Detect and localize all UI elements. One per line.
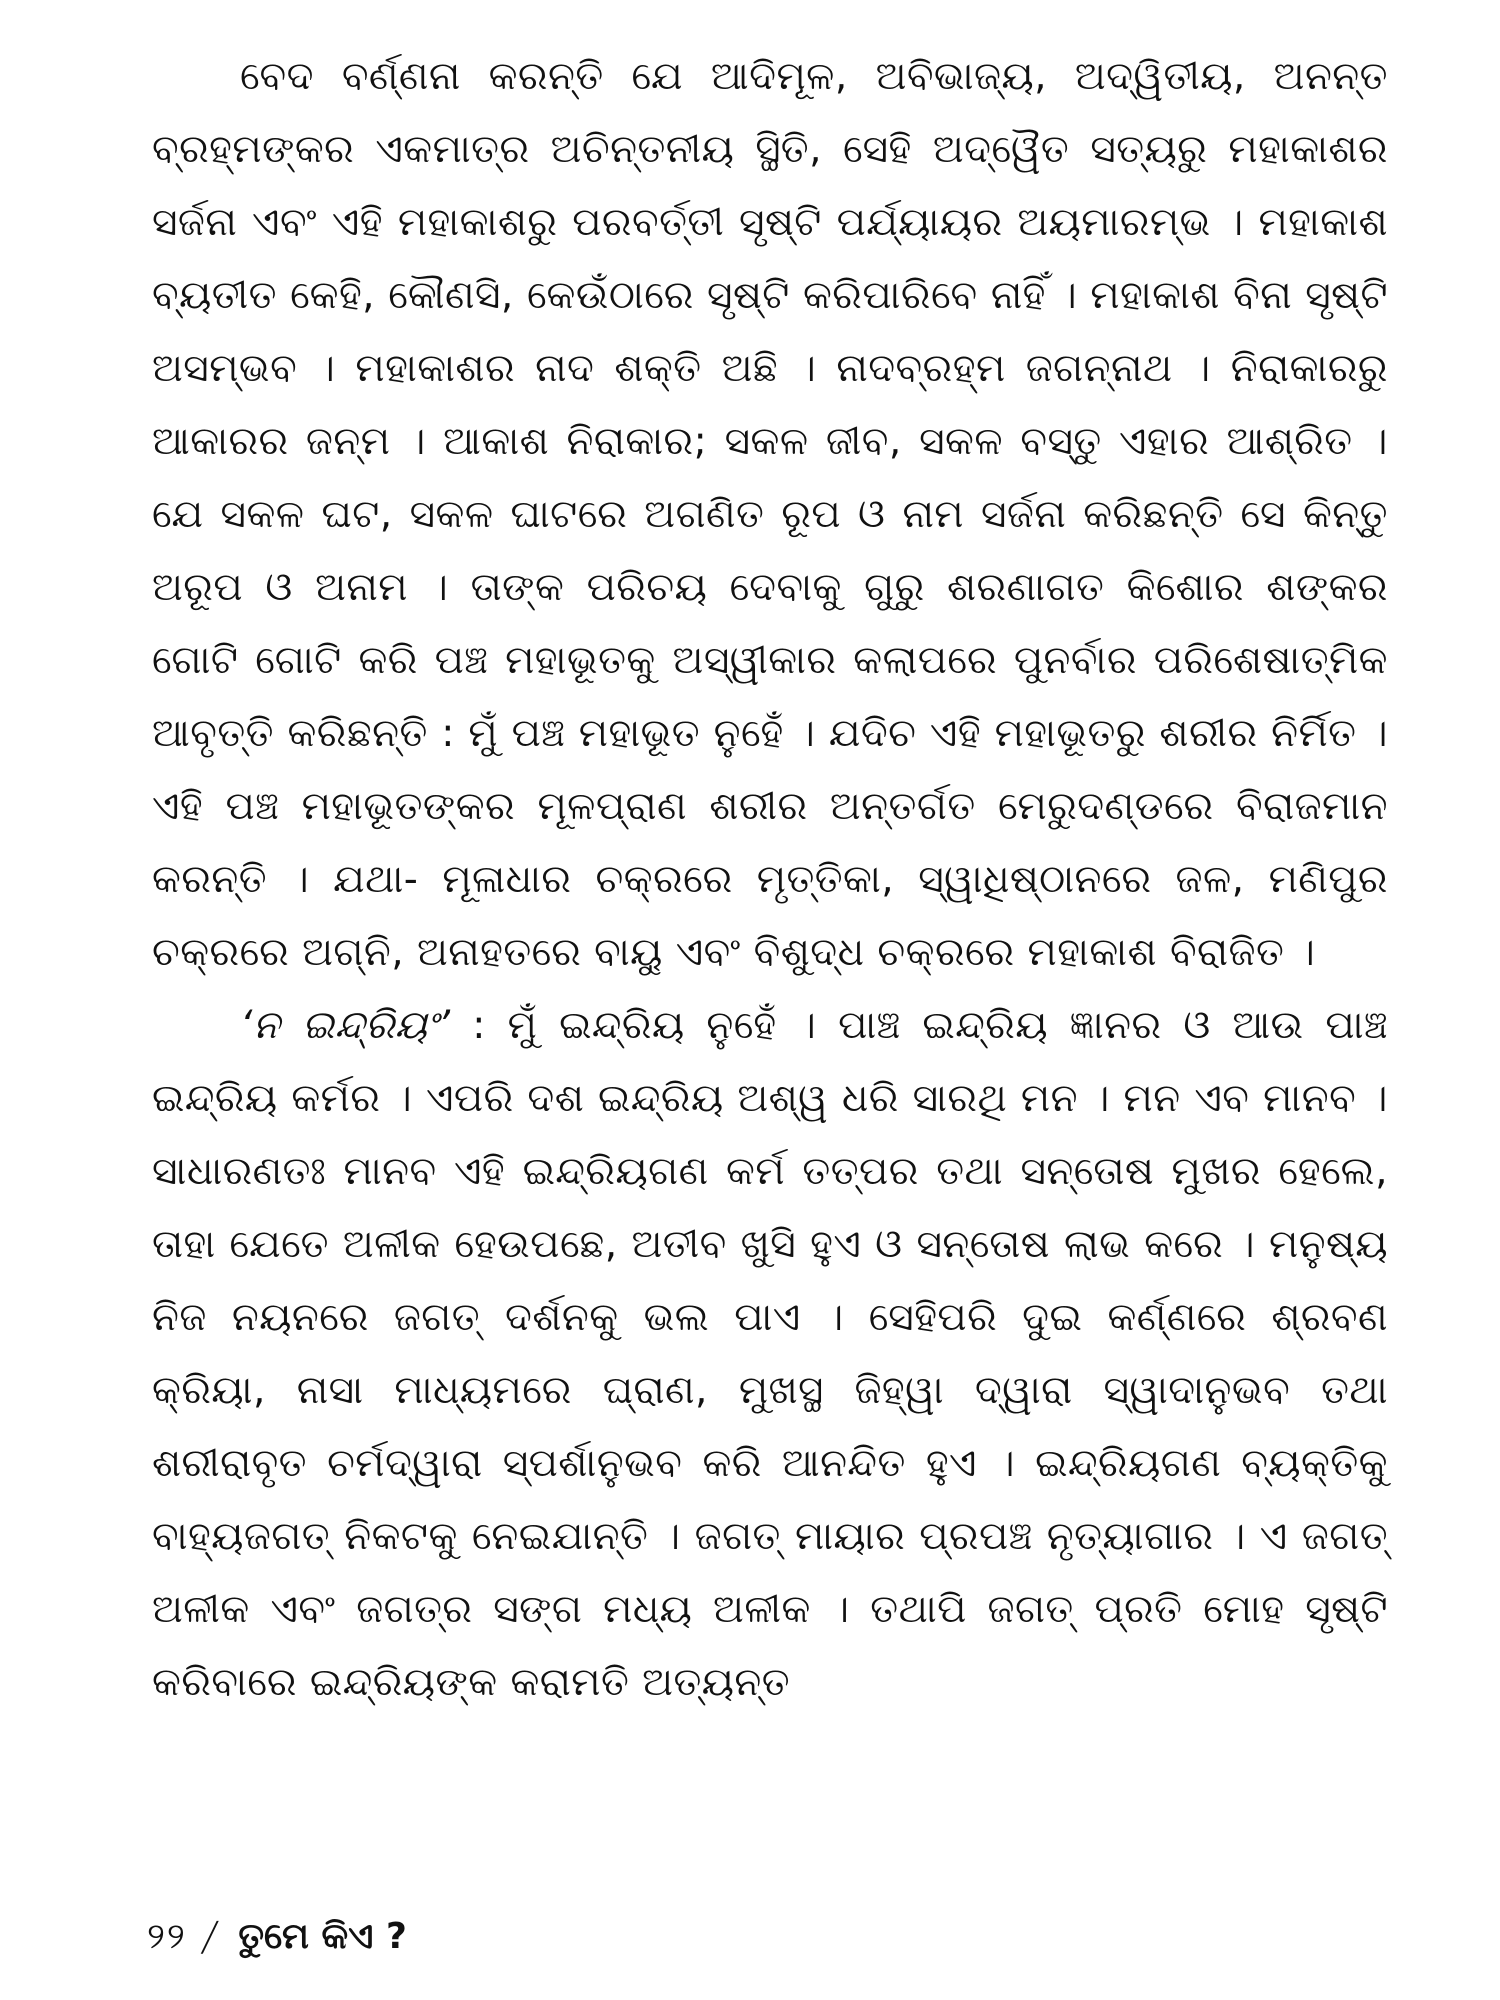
book-title: ତୁମେ କିଏ ?	[238, 1916, 407, 1957]
body-text	[152, 40, 1388, 1719]
page-number: ୨୨	[147, 1916, 187, 1957]
paragraph-1	[152, 40, 1388, 989]
paragraph-2-quote: ‘ନ ଇନ୍ଦ୍ରିୟଂ’	[240, 1003, 451, 1048]
paragraph-2	[152, 989, 1388, 1719]
page-footer	[147, 1912, 407, 1962]
paragraph-1-text: ବେଦ ବର୍ଣ୍ଣନା କରନ୍ତି ଯେ ଆଦିମୂଳ, ଅବିଭାଜ୍ୟ, ଅଦ୍ୱିତୀୟ, ଅନନ୍ତ ବ୍ରହ୍ମଙ୍କର ଏକମାତ୍ର ଅଚିନ୍ତନୀୟ ସ୍ଥିତି, ସେହି ଅଦ୍ୱୈତ ସତ୍ୟରୁ ମହାକାଶର ସର୍ଜନା ଏବଂ ଏହି ମହାକାଶରୁ ପରବର୍ତ୍ତୀ ସୃଷ୍ଟି ପର୍ଯ୍ୟାୟର ଅୟମାରମ୍ଭ । ମହାକାଶ ବ୍ୟତୀତ କେହି, କୌଣସି, କେଉଁଠାରେ ସୃଷ୍ଟି କରିପାରିବେ ନାହିଁ । ମହାକାଶ ବିନା ସୃଷ୍ଟି ଅସମ୍ଭବ । ମହାକାଶର ନାଦ ଶକ୍ତି ଅଛି । ନାଦବ୍ରହ୍ମ ଜଗନ୍ନାଥ । ନିରାକାରରୁ ଆକାରର ଜନ୍ମ । ଆକାଶ ନିରାକାର; ସକଳ ଜୀବ, ସକଳ ବସ୍ତୁ ଏହାର ଆଶ୍ରିତ । ଯେ ସକଳ ଘଟ, ସକଳ ଘାଟରେ ଅଗଣିତ ରୂପ ଓ ନାମ ସର୍ଜନା କରିଛନ୍ତି ସେ କିନ୍ତୁ ଅରୂପ ଓ ଅନାମ । ତାଙ୍କ ପରିଚୟ ଦେବାକୁ ଗୁରୁ ଶରଣାଗତ କିଶୋର ଶଙ୍କର ଗୋଟି ଗୋଟି କରି ପଞ୍ଚ ମହାଭୂତକୁ ଅସ୍ୱୀକାର କଲାପରେ ପୁନର୍ବାର ପରିଶେଷାତ୍ମିକ ଆବୃତ୍ତି କରିଛନ୍ତି : ମୁଁ ପଞ୍ଚ ମହାଭୂତ ନୁହେଁ । ଯଦିଚ ଏହି ମହାଭୂତରୁ ଶରୀର ନିର୍ମିତ । ଏହି ପଞ୍ଚ ମହାଭୂତଙ୍କର ମୂଳପ୍ରାଣ ଶରୀର ଅନ୍ତର୍ଗତ ମେରୁଦଣ୍ଡରେ ବିରାଜମାନ କରନ୍ତି । ଯଥା- ମୂଳାଧାର ଚକ୍ରରେ ମୃତ୍ତିକା, ସ୍ୱାଧିଷ୍ଠାନରେ ଜଳ, ମଣିପୁର ଚକ୍ରରେ ଅଗ୍ନି, ଅନାହତରେ ବାୟୁ ଏବଂ ବିଶୁଦ୍ଧ ଚକ୍ରରେ ମହାକାଶ ବିରାଜିତ ।	[152, 54, 1388, 975]
footer-separator: /	[198, 1914, 221, 1960]
paragraph-2-text: : ମୁଁ ଇନ୍ଦ୍ରିୟ ନୁହେଁ । ପାଞ୍ଚ ଇନ୍ଦ୍ରିୟ ଜ୍ଞାନର ଓ ଆଉ ପାଞ୍ଚ ଇନ୍ଦ୍ରିୟ କର୍ମର । ଏପରି ଦଶ ଇନ୍ଦ୍ରିୟ ଅଶ୍ୱ ଧରି ସାରଥି ମନ । ମନ ଏବ ମାନବ । ସାଧାରଣତଃ ମାନବ ଏହି ଇନ୍ଦ୍ରିୟଗଣ କର୍ମ ତତ୍ପର ତଥା ସନ୍ତୋଷ ମୁଖର ହେଲେ, ତାହା ଯେତେ ଅଳୀକ ହେଉପଛେ, ଅତୀବ ଖୁସି ହୁଏ ଓ ସନ୍ତୋଷ ଲାଭ କରେ । ମନୁଷ୍ୟ ନିଜ ନୟନରେ ଜଗତ୍ ଦର୍ଶନକୁ ଭଲ ପାଏ । ସେହିପରି ଦୁଇ କର୍ଣ୍ଣରେ ଶ୍ରବଣ କ୍ରିୟା, ନାସା ମାଧ୍ୟମରେ ଘ୍ରାଣ, ମୁଖସ୍ଥ ଜିହ୍ୱା ଦ୍ୱାରା ସ୍ୱାଦାନୁଭବ ତଥା ଶରୀରାବୃତ ଚର୍ମଦ୍ୱାରା ସ୍ପର୍ଶାନୁଭବ କରି ଆନନ୍ଦିତ ହୁଏ । ଇନ୍ଦ୍ରିୟଗଣ ବ୍ୟକ୍ତିକୁ ବାହ୍ୟଜଗତ୍ ନିକଟକୁ ନେଇଯାନ୍ତି । ଜଗତ୍ ମାୟାର ପ୍ରପଞ୍ଚ ନୃତ୍ୟାଗାର । ଏ ଜଗତ୍ ଅଳୀକ ଏବଂ ଜଗତ୍‌ର ସଙ୍ଗ ମଧ୍ୟ ଅଳୀକ । ତଥାପି ଜଗତ୍ ପ୍ରତି ମୋହ ସୃଷ୍ଟି କରିବାରେ ଇନ୍ଦ୍ରିୟଙ୍କ କରାମତି ଅତ୍ୟନ୍ତ	[152, 1003, 1388, 1705]
